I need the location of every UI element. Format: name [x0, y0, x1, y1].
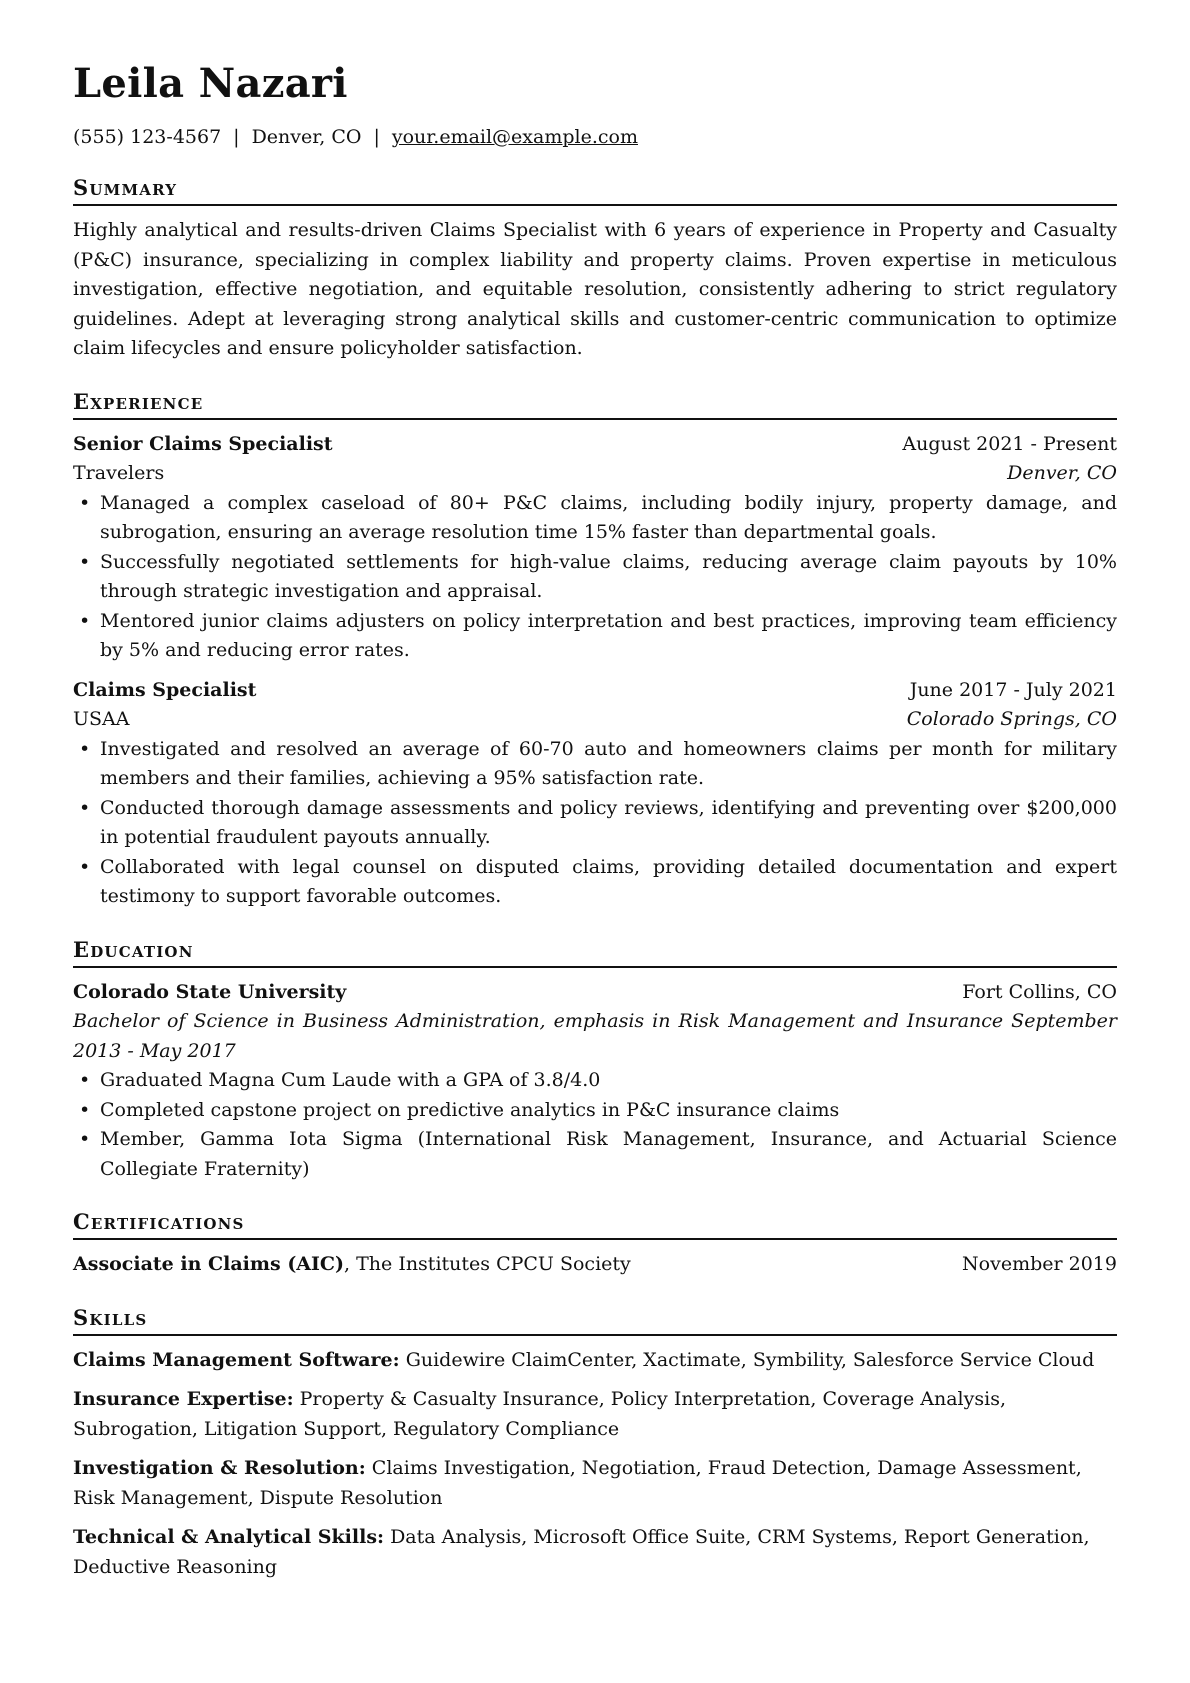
skill-value: Property & Casualty Insurance, Policy Interpretation, Coverage Analysis, Subrogation, Litigation Support, Regulatory Compliance: [73, 1388, 1006, 1440]
section-title-education: Education: [73, 936, 1117, 968]
section-title-certifications: Certifications: [73, 1208, 1117, 1240]
skill-value: Data Analysis, Microsoft Office Suite, CRM Systems, Report Generation, Deductive Reasoning: [73, 1526, 1090, 1578]
bullet-item: • Investigated and resolved an average of 60-70 auto and homeowners claims per month for military members and their families, achieving a 95% satisfaction rate.: [73, 735, 1117, 794]
skill-label: Claims Management Software:: [73, 1348, 400, 1371]
education-dates: September 2013 - May 2017: [73, 1010, 1117, 1062]
bullet-item: • Graduated Magna Cum Laude with a GPA of 3.8/4.0: [73, 1066, 1117, 1096]
contact-separator: |: [373, 126, 380, 148]
bullet-item: • Member, Gamma Iota Sigma (International Risk Management, Insurance, and Actuarial Science Collegiate Fraternity): [73, 1125, 1117, 1184]
job-header: [73, 676, 1117, 706]
email-link[interactable]: your.email@example.com: [391, 126, 638, 148]
bullet-item: • Completed capstone project on predictive analytics in P&C insurance claims: [73, 1096, 1117, 1126]
job-role: Senior Claims Specialist: [73, 432, 333, 455]
skill-line: [73, 1346, 1117, 1376]
section-title-summary: Summary: [73, 174, 1117, 206]
job-subheader: [73, 705, 1117, 735]
bullet-item: • Mentored junior claims adjusters on policy interpretation and best practices, improving team efficiency by 5% and reducing error rates.: [73, 607, 1117, 666]
skill-label: Investigation & Resolution:: [73, 1457, 366, 1479]
job-company: Travelers: [73, 462, 165, 484]
phone: (555) 123-4567: [73, 126, 222, 148]
certification-name: Associate in Claims (AIC): [73, 1253, 345, 1275]
certification-issuer: , The Institutes CPCU Society: [344, 1253, 631, 1275]
job-role: Claims Specialist: [73, 678, 257, 701]
summary-text: Highly analytical and results-driven Claims Specialist with 6 years of experience in Property and Casualty (P&C) insurance, specializing in complex liability and property claims. Proven expertise in meticulous investigation, effective negotiation, and equitable resolution, consistently adhering to strict regulatory guidelines. Adept at leveraging strong analytical skills and customer-centric communication to optimize claim lifecycles and ensure policyholder satisfaction.: [73, 219, 1117, 359]
bullet-item: • Collaborated with legal counsel on disputed claims, providing detailed documentation and expert testimony to support favorable outcomes.: [73, 853, 1117, 912]
contact-separator: |: [233, 126, 240, 148]
certification-date: November 2019: [962, 1253, 1117, 1275]
contact-line: [73, 124, 1117, 150]
job-entry: [73, 676, 1117, 912]
skill-line: [73, 1385, 1117, 1444]
skill-line: [73, 1523, 1117, 1582]
job-subheader: [73, 459, 1117, 489]
bullet-item: • Successfully negotiated settlements for high-value claims, reducing average claim payouts by 10% through strategic investigation and appraisal.: [73, 548, 1117, 607]
job-dates: June 2017 - July 2021: [909, 678, 1117, 701]
job-location: Denver, CO: [1007, 462, 1117, 484]
bullet-item: • Managed a complex caseload of 80+ P&C claims, including bodily injury, property damage, and subrogation, ensuring an average resolution time 15% faster than departmental goals.: [73, 489, 1117, 548]
bullet-item: • Conducted thorough damage assessments and policy reviews, identifying and preventing over $200,000 in potential fraudulent payouts annually.: [73, 794, 1117, 853]
location: Denver, CO: [251, 126, 362, 148]
job-bullets: [73, 735, 1117, 912]
skill-label: Insurance Expertise:: [73, 1388, 294, 1410]
candidate-name: Leila Nazari: [73, 60, 348, 107]
certification-entry: [73, 1250, 1117, 1280]
skill-value: Guidewire ClaimCenter, Xactimate, Symbility, Salesforce Service Cloud: [399, 1348, 1095, 1371]
job-dates: August 2021 - Present: [902, 432, 1117, 455]
section-title-skills: Skills: [73, 1304, 1117, 1336]
education-bullets: [73, 1066, 1117, 1184]
school-name: Colorado State University: [73, 980, 347, 1003]
job-header: [73, 430, 1117, 460]
certification-text: [73, 1250, 631, 1280]
job-bullets: [73, 489, 1117, 666]
education-header: [73, 978, 1117, 1008]
job-location: Colorado Springs, CO: [906, 708, 1117, 730]
skill-value: Claims Investigation, Negotiation, Fraud Detection, Damage Assessment, Risk Management, Dispute Resolution: [73, 1457, 1082, 1509]
degree: Bachelor of Science in Business Administration, emphasis in Risk Management and Insurance: [73, 1010, 1004, 1032]
skill-label: Technical & Analytical Skills:: [73, 1526, 385, 1548]
section-title-experience: Experience: [73, 388, 1117, 420]
job-company: USAA: [73, 708, 130, 730]
degree-line: [73, 1007, 1117, 1066]
skill-line: [73, 1454, 1117, 1513]
school-location: Fort Collins, CO: [962, 980, 1117, 1003]
job-entry: [73, 430, 1117, 666]
